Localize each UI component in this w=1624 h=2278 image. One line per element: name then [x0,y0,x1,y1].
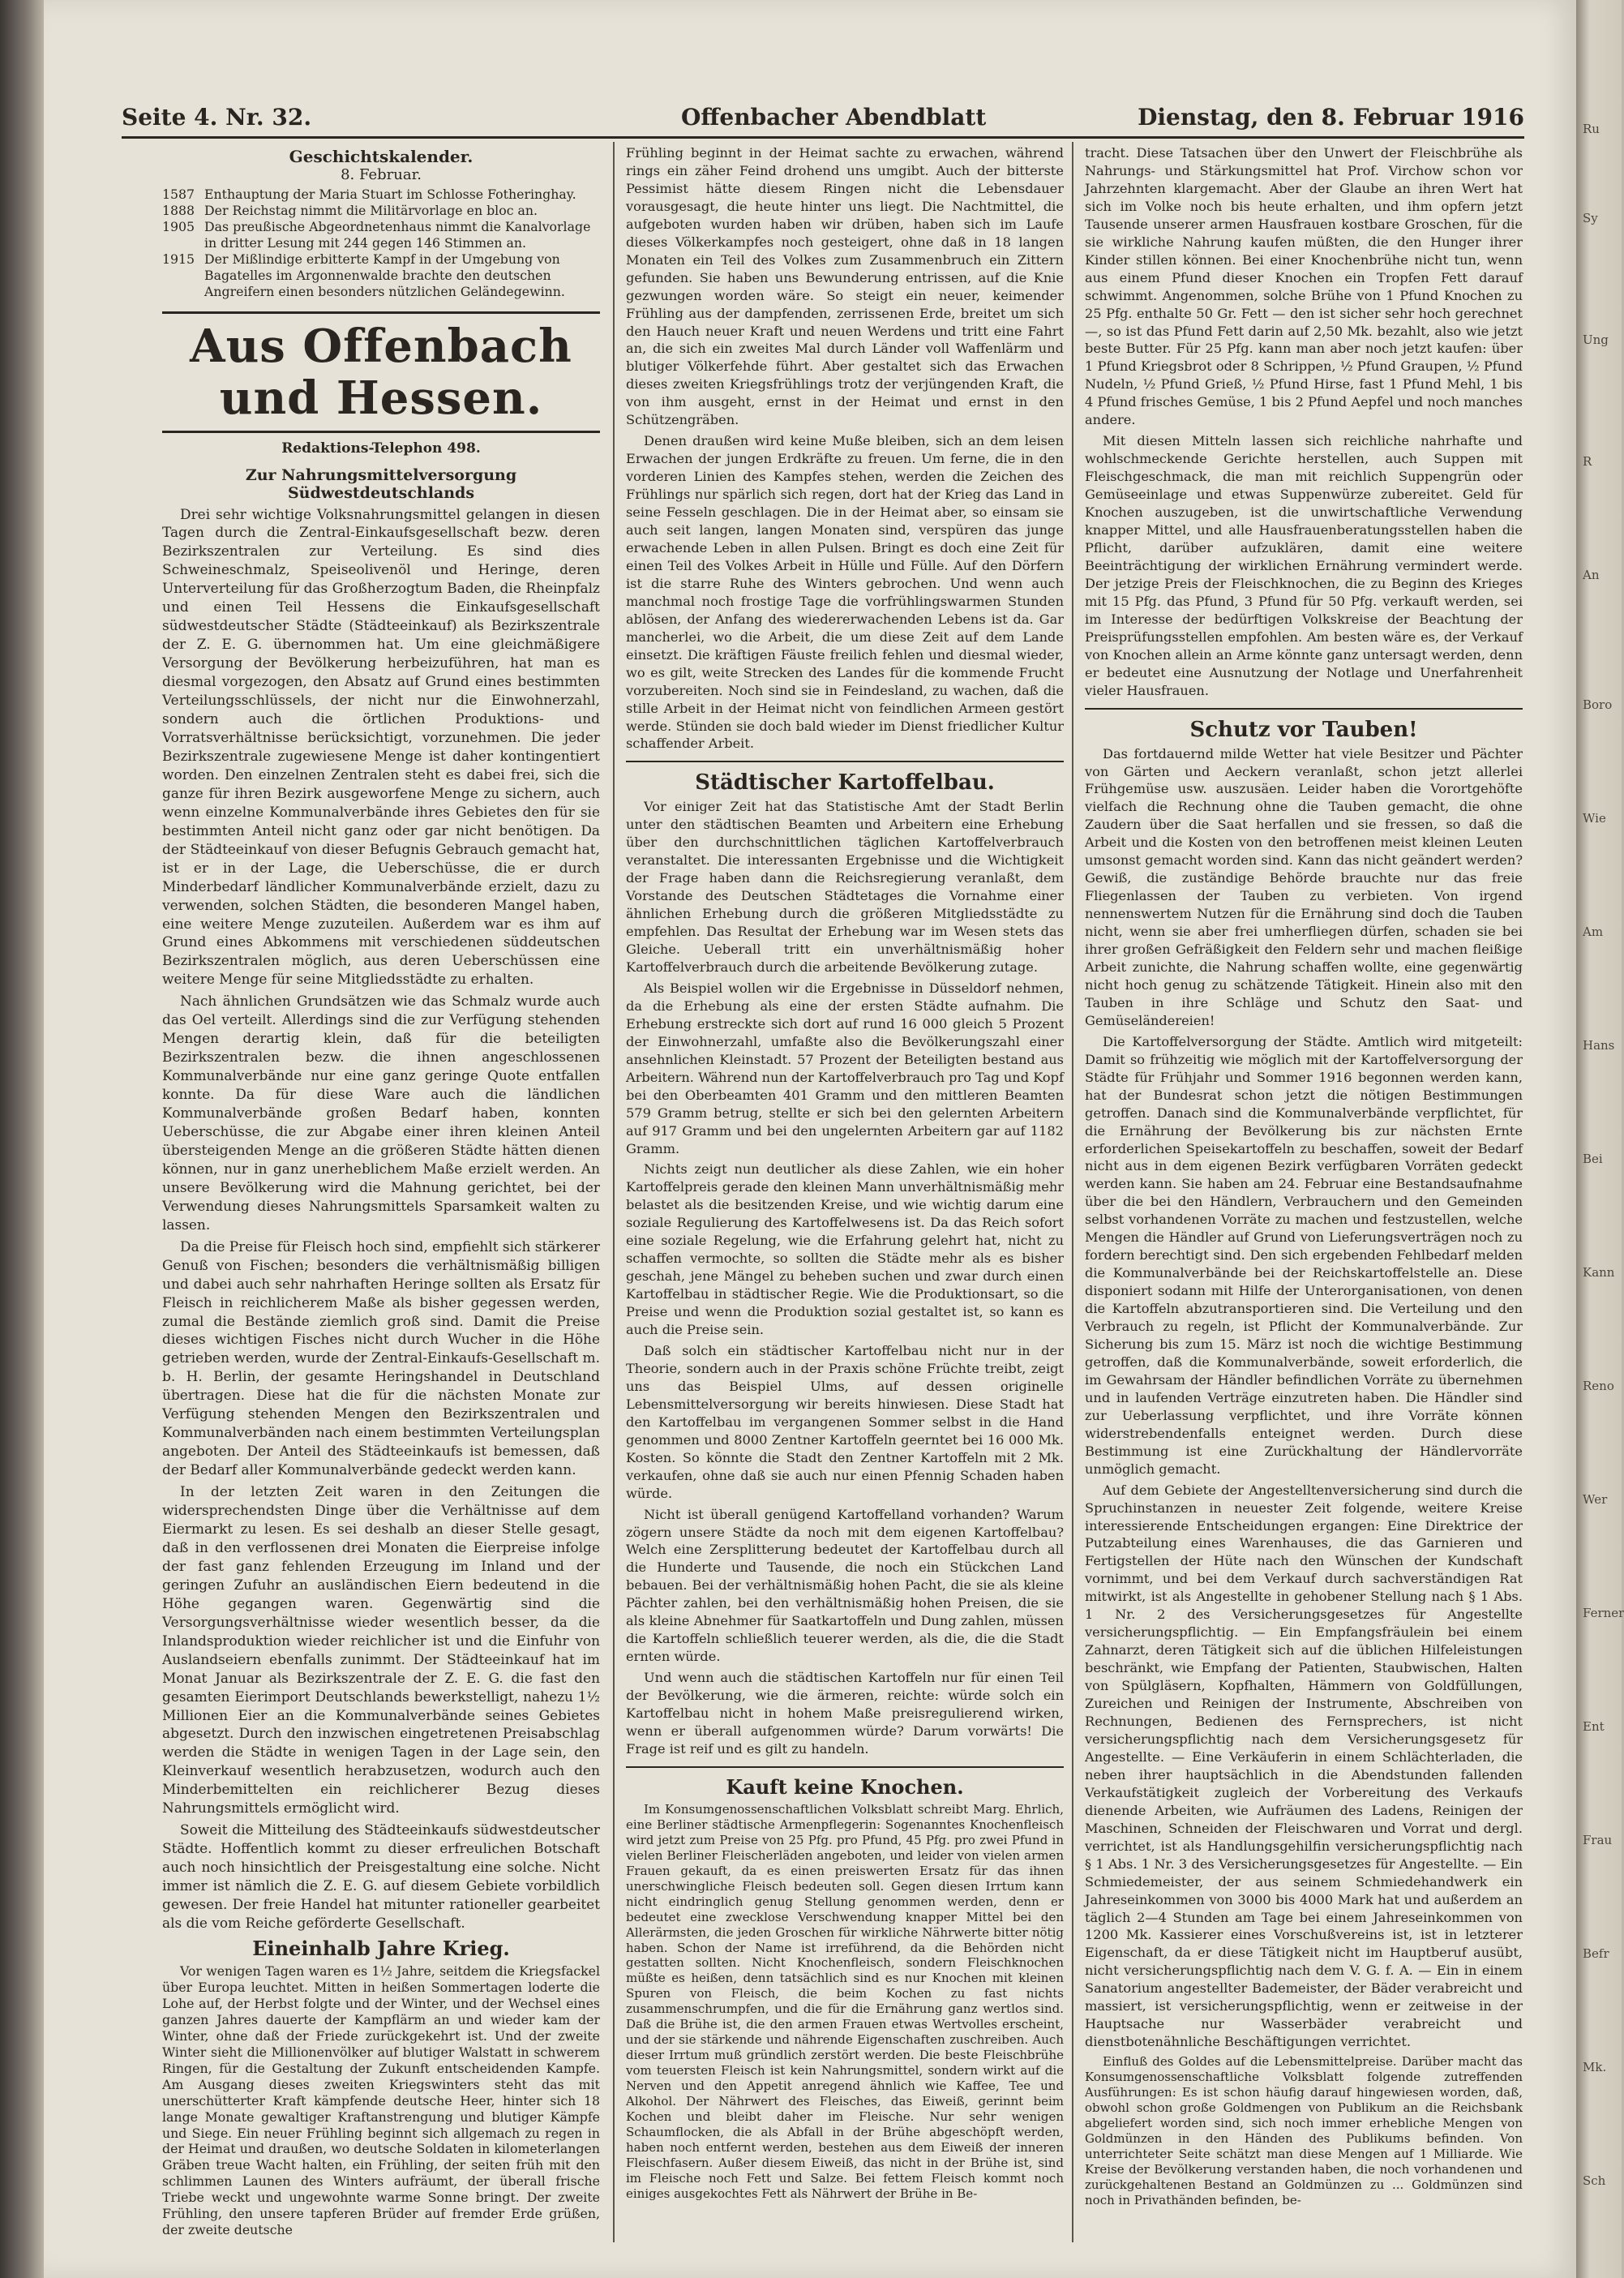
article-paragraph: Nach ähnlichen Grundsätzen wie das Schmalz wurde auch das Oel verteilt. Allerdings sind die zur Verfügung stehenden Mengen derartig klein, daß für die beteiligten Bezirkszentralen bezw. die ihnen angeschlossenen Kommunalverbände nur eine ganz geringe Quote entfallen konnte. Da für diese Ware auch die ländlichen Kommunalverbände großen Bedarf haben, konnten Ueberschüsse, die zur Abgabe einer ihren kleinen Anteil übersteigenden Menge an die größeren Städte hätten dienen können, nur in ganz unerheblichem Maße erzielt werden. An unsere Bevölkerung wird die Mahnung gerichtet, bei der Verwendung dieses Nahrungsmittels Sparsamkeit walten zu lassen. [162,993,600,1233]
calendar-text: Enthauptung der Maria Stuart im Schlosse Fotheringhay. [204,186,576,202]
calendar-text: Der Mißlindige erbitterte Kampf in der Umgebung von Bagatelles im Argonnenwalde brachte den deutschen Angreifern einen besonders nützlichen Geländegewinn. [204,251,565,299]
column-rule-1 [613,142,615,2242]
article-heading: Schutz vor Tauben! [1189,717,1418,742]
column-1 [162,144,600,2242]
article-heading: Zur Nahrungsmittelversorgung Südwestdeutschlands [245,465,517,502]
calendar-entry [162,219,600,251]
article-paragraph: Daß solch ein städtischer Kartoffelbau nicht nur in der Theorie, sondern auch in der Praxis schöne Früchte treibt, zeigt uns das Beispiel Ulms, auf dessen originelle Lebensmittelversorgung wir bereits hinwiesen. Diese Stadt hat den Kartoffelbau im vergangenen Sommer selbst in die Hand genommen und 8000 Zentner Kartoffeln geerntet bei 16 000 Mk. Kosten. So könnte die Stadt den Zentner Kartoffeln mit 2 Mk. verkaufen, ohne daß sie auch nur einen Pfennig Schaden haben würde. [626,1343,1064,1501]
calendar-entry [162,251,600,300]
article-paragraph: Da die Preise für Fleisch hoch sind, empfiehlt sich stärkerer Genuß von Fischen; besonders die verhältnismäßig billigen und dabei auch sehr nahrhaften Heringe sollten als Ersatz für Fleisch in reichlicherem Maße als bisher gegessen werden, zumal die Bestände ziemlich groß sind. Damit die Preise dieses wichtigen Fisches nicht durch Wucher in die Höhe getrieben werden, wurde der Zentral-Einkaufs-Gesellschaft m. b. H. Berlin, der gesamte Heringshandel in Deutschland übertragen. Diese hat die für die nächsten Monate zur Verfügung stehenden Mengen den Bezirkszentralen und Kommunalverbänden nach einem bestimmten Verteilungsplan angeboten. Der Anteil des Städteeinkaufs ist bemessen, daß der Bedarf aller Kommunalverbände gedeckt werden kann. [162,1238,600,1478]
calendar-entry [162,187,600,203]
calendar-year: 1915 [162,251,195,267]
next-page-fragment: Am [1583,924,1604,939]
header-rule [122,136,1524,139]
calendar-year: 1888 [162,202,195,218]
article-paragraph: Einfluß des Goldes auf die Lebensmittelpreise. Darüber macht das Konsumgenossenschaftliche Volksblatt folgende zutreffenden Ausführungen: Es ist schon häufig darauf hingewiesen worden, daß, obwohl schon große Goldmengen von Publikum an die Reichsbank abgeliefert worden sind, sich noch immer erhebliche Mengen von Goldmünzen in den Händen des Publikums befinden. Von unterrichteter Seite schätzt man diese Mengen auf 1 Milliarde. Wie Kreise der Bevölkerung verstanden haben, die noch vorhandenen und zurückgehaltenen Bestand an Goldmünzen zu ... Goldmünzen sind noch in Privathänden befinden, be- [1085,2054,1523,2207]
article-heading: Kauft keine Knochen. [726,1774,964,1799]
article-paragraph: Denen draußen wird keine Muße bleiben, sich an dem leisen Erwachen der jungen Erdkräfte zu freuen. Um ferne, die in den vorderen Linien des Kampfes stehen, werden die Zeichen des Frühlings nur spärlich sich regen, dort hat der Krieg das Land in seine Fesseln geschlagen. Die in der Heimat aber, so einsam sie auch seit langen, langen Monaten sind, verspüren das junge erwachende Leben in allen Pulsen. Bringt es doch eine Zeit für einen Teil des Volkes Arbeit in Hülle und Fülle. Auf den Dörfern ist die starre Ruhe des Winters gebrochen. Und wenn auch manchmal noch frostige Tage die vorfrühlingswarmen Stunden ablösen, der Anfang des wiedererwachenden Lebens ist da. Gar mancherlei, wo die Arbeit, die um diese Zeit auf dem Lande einsetzt. Die kräftigen Fäuste freilich fehlen und diesmal wieder, wo es gilt, weite Strecken des Landes für die kommende Frucht vorzubereiten. Noch sind sie in Feindesland, zu wachen, daß die stille Arbeit in der Heimat nicht von feindlichen Armeen gestört werde. Stünden sie doch bald wieder im Dienst friedlicher Kultur schaffender Arbeit. [626,433,1064,752]
article-paragraph: Als Beispiel wollen wir die Ergebnisse in Düsseldorf nehmen, da die Erhebung als eine der ersten Städte aufnahm. Die Erhebung erstreckte sich dort auf rund 16 000 gleich 5 Prozent der Einwohnerzahl, umfaßte also die Bevölkerungszahl einer ansehnlichen Kleinstadt. 57 Prozent der Beteiligten bestand aus Arbeitern. Während nun der Kartoffelverbrauch pro Tag und Kopf bei den Oberbeamten 401 Gramm und den mittleren Beamten 579 Gramm betrug, stellte er sich bei den gelernten Arbeitern auf 917 Gramm und bei den ungelernten Arbeitern gar auf 1182 Gramm. [626,980,1064,1156]
article-heading: Städtischer Kartoffelbau. [695,770,995,796]
page-header [122,104,1524,133]
calendar-date: 8. Februar. [341,165,422,183]
next-page-fragment: Sy [1583,211,1598,225]
article-paragraph: Soweit die Mitteilung des Städteeinkaufs südwestdeutscher Städte. Hoffentlich kommt zu dieser erfreulichen Botschaft auch noch hinsichtlich der Preisgestaltung eine solche. Nicht immer ist nämlich die Z. E. G. auf diesem Gebiete vorbildlich gewesen. Der freie Handel hat mitunter rationeller gearbeitet als die vom Reiche geförderte Gesellschaft. [162,1821,600,1932]
section-headline: Aus Offenbach und Hessen. [162,311,600,433]
next-page-fragment: Mk. [1583,2060,1607,2074]
header-newspaper-title: Offenbacher Abendblatt [681,104,987,131]
article-paragraph: Vor wenigen Tagen waren es 1½ Jahre, seitdem die Kriegsfackel über Europa leuchtet. Mitten in heißen Sommertagen loderte die Lohe auf, der Herbst folgte und der Winter, und der Wechsel eines ganzen Jahres dauerte der Kampflärm an und wieder kam der Winter, ohne daß der Friede zurückgekehrt ist. Und der zweite Winter sieht die Millionenvölker auf blutiger Walstatt in schwerem Ringen, für die Gestaltung der Zukunft entscheidenden Kampfe. Am Ausgang dieses zweiten Kriegswinters steht das mit unerschütterter Kraft kämpfende deutsche Heer, hinter sich 18 lange Monate gewaltiger Kraftanstrengung und blutiger Kämpfe und Siege. Ein neuer Frühling beginnt sich allgemach zu regen in der Heimat und draußen, wo deutsche Soldaten in kilometerlangen Gräben treue Wacht halten, ein Frühling, der seiten früh mit den schlimmen Launen des Winters aufräumt, der überall frische Triebe weckt und ungewohnte warme Sonne bringt. Der zweite Frühling, den unsere tapferen Brüder auf fremder Erde grüßen, der zweite deutsche [162,1963,600,2238]
article-divider [626,761,1064,762]
calendar-title: Geschichtskalender. [289,147,473,166]
article-paragraph: Drei sehr wichtige Volksnahrungsmittel gelangen in diesen Tagen durch die Zentral-Einkaufsgesellschaft bezw. deren Bezirkszentralen zur Verteilung. Es sind dies Schweineschmalz, Speiseolivenöl und Heringe, deren Unterverteilung für das Großherzogtum Baden, die Rheinpfalz und einen Teil Hessens die Einkaufsgesellschaft südwestdeutscher Städte (Städteeinkauf) als Bezirkszentrale der Z. E. G. übernommen hat. Um eine gleichmäßigere Versorgung der Bevölkerung herbeizuführen, hat man es diesmal vorgezogen, den Absatz auf Grund eines bestimmten Verteilungsschlüssels, der nicht nur die Einwohnerzahl, sondern auch die örtlichen Produktions- und Vorratsverhältnisse berücksichtigt, vorzunehmen. Die jeder Bezirkszentrale zugewiesene Menge ist daher kontingentiert worden. Den einzelnen Zentralen steht es dabei frei, sich die ganze für ihren Bezirk ausgeworfene Menge zu sichern, auch wenn einzelne Kommunalverbände ihres Gebietes den für sie bestimmten Anteil nicht ganz oder gar nicht benötigen. Da der Städteeinkauf von dieser Befugnis Gebrauch gemacht hat, ist er in der Lage, die Ueberschüsse, die er durch Minderbedarf ländlicher Kommunalverbände erzielt, dazu zu verwenden, solchen Städten, die besonderen Mangel haben, eine weitere Menge zuzuteilen. Außerdem war es ihm auf Grund eines Abkommens mit verschiedenen süddeutschen Bezirkszentralen möglich, aus deren Ueberschüssen eine weitere Menge für seine Mitgliedsstädte zu erhalten. [162,505,600,988]
next-page-fragment: Hans [1583,1038,1615,1053]
next-page-fragment: Ferner [1583,1606,1624,1620]
article-paragraph: Und wenn auch die städtischen Kartoffeln nur für einen Teil der Bevölkerung, wie die ärmeren, reichte: würde solch ein Kartoffelbau nicht in hohem Maße preisregulierend wirken, wenn er überall aufgenommen würde? Darum vorwärts! Die Frage ist reif und es gilt zu handeln. [626,1670,1064,1757]
article-paragraph: Frühling beginnt in der Heimat sachte zu erwachen, während rings ein zäher Feind drohend uns umgibt. Auch der bitterste Pessimist hätte diesem Ringen nicht die Lebensdauer vorausgesagt, die heute hinter uns liegt. Die Nachtmittel, die aufgeboten wurden haben wir drüben, haben sich im Laufe dieses Völkerkampfes noch gesteigert, ohne daß in 18 langen Monaten ein Teil des Volkes zum Zusammenbruch ein Zittern gefunden. Sie haben uns Bewunderung entrissen, auf die Knie gezwungen worden wäre. So steigt ein neuer, keimender Frühling aus der dampfenden, zerrissenen Erde, breitet um sich den Hauch neuer Kraft und neuen Werdens und tritt eine Fahrt an, die sich ein zweites Mal durch Länder voll Waffenlärm und blutiger Völkerfehde führt. Aber gestaltet sich das Erwachen dieses zweiten Kriegsfrühlings trotz der verjüngenden Kraft, die von ihm ausgeht, ernst in der Heimat und ernst in den Schützengräben. [626,145,1064,428]
next-page-edge [1576,0,1622,2278]
article-paragraph: Das fortdauernd milde Wetter hat viele Besitzer und Pächter von Gärten und Aeckern veranlaßt, schon jetzt allerlei Frühgemüse usw. auszusäen. Leider haben die Vorortgehöfte vielfach die Rechnung ohne die Tauben gemacht, die ohne Zaudern über die Saat herfallen und sie fressen, so daß die Arbeit und die Kosten von den betroffenen meist kleinen Leuten umsonst gemacht worden sind. Kann das nicht geändert werden? Gewiß, die zuständige Behörde brauchte nur das freie Fliegenlassen der Tauben zu verbieten. Von irgend nennenswertem Nutzen für die Ernährung sind doch die Tauben nicht, wenn sie aber frei umherfliegen dürfen, schaden sie bei ihrer großen Gefräßigkeit den Feldern sehr und machen fleißige Arbeit zunichte, die Nahrung schaffen wollte, eine gegenwärtig nicht hoch genug zu schätzende Tätigkeit. Hinein also mit den Tauben in ihre Schläge und Schutz den Saat- und Gemüseländereien! [1085,745,1523,1028]
next-page-fragment: Ung [1583,332,1609,347]
next-page-fragment: R [1583,454,1592,469]
next-page-fragment: Bei [1583,1152,1603,1166]
next-page-fragment: Ent [1583,1719,1605,1734]
article-divider [626,1766,1064,1768]
next-page-fragment: Wie [1583,811,1606,826]
article-paragraph: Auf dem Gebiete der Angestelltenversicherung sind durch die Spruchinstanzen in neuester Zeit folgende, weitere Kreise interessierende Entscheidungen ergangen: Eine Direktrice der Putzabteilung eines Warenhauses, die das Garnieren und Fertigstellen der Hüte nach den Wünschen der Kundschaft vornimmt, und bei dem Verkauf durch sachverständigen Rat mitwirkt, ist als Angestellte in gehobener Stellung nach § 1 Abs. 1 Nr. 2 des Versicherungsgesetzes für Angestellte versicherungspflichtig. — Ein Empfangsfräulein bei einem Zahnarzt, deren Tätigkeit sich auf die üblichen Hilfeleistungen beschränkt, wie Empfang der Patienten, Staubwischen, Halten von Spülgläsern, Kopfhalten, Hämmern von Goldfüllungen, Zureichen und Reinigen der Instrumente, Abschreiben von Rechnungen, Bedienen des Fernsprechers, ist nicht versicherungspflichtig nach dem Versicherungsgesetz für Angestellte. — Eine Verkäuferin in einem Schlächterladen, die neben ihrer hauptsächlich in die Abendstunden fallenden Verkaufstätigkeit zugleich der Vorbereitung des Verkaufs dienende Arbeiten, wie Aufräumen des Ladens, Reinigen der Maschinen, Schneiden der Fleischwaren und Vorrat und dergl. verrichtet, ist als Handlungsgehilfin versicherungspflichtig nach § 1 Abs. 1 Nr. 3 des Versicherungsgesetzes für Angestellte. — Ein Schmiedemeister, der aus seinem Schmiedehandwerk ein Jahreseinkommen von 3000 bis 4000 Mark hat und außerdem an täglich 2—4 Stunden am Tage bei einem Jahreseinkommen von 1200 Mk. Kassierer eines Vorschußvereins ist, ist in letzterer Eigenschaft, da er diese Tätigkeit nicht im Hauptberuf ausübt, nicht versicherungspflichtig nach dem V. G. f. A. — Ein in einem Sanatorium angestellter Bademeister, der Bäder verabreicht und massiert, ist versicherungspflichtig, wenn er zeitweise in der Hauptsache nur Wasserbäder verabreicht und dienstbotenähnliche Beschäftigungen verrichtet. [1085,1482,1523,2050]
article-paragraph: Mit diesen Mitteln lassen sich reichliche nahrhafte und wohlschmeckende Gerichte herstellen, auch Suppen mit Fleischgeschmack, die man mit reichlich Suppengrün oder Gemüseeinlage und etwas Suppenwürze zubereitet. Geld für Knochen auszugeben, ist die unwirtschaftliche Verwendung knapper Mittel, und alle Hausfrauenberatungsstellen haben die Pflicht, darüber aufzuklären, damit eine weitere Beeinträchtigung der wirklichen Ernährung vermindert werde. Der jetzige Preis der Fleischknochen, die zu Beginn des Krieges mit 15 Pfg. das Pfund, 3 Pfund für 50 Pfg. verkauft werden, sei im Interesse der bedürftigen Volkskreise der Beachtung der Preisprüfungsstellen empfohlen. Am besten wäre es, der Verkauf von Knochen allein an Arme könnte ganz untersagt werden, denn er bedeutet eine Ausnutzung der Notlage und Unerfahrenheit vieler Hausfrauen. [1085,433,1523,698]
article-divider [1085,708,1523,710]
calendar-text: Der Reichstag nimmt die Militärvorlage en bloc an. [204,202,538,218]
article-paragraph: Nicht ist überall genügend Kartoffelland vorhanden? Warum zögern unsere Städte da noch mit dem eigenen Kartoffelbau? Welch eine Zersplitterung bedeutet der Kartoffelbau durch all die Hunderte und Tausende, die noch ein Stückchen Land bebauen. Bei der verhältnismäßig hohen Pacht, die sie als kleine Pächter zahlen, bei den verhältnismäßig hohen Preisen, die sie als kleine Abnehmer für Saatkartoffeln und Dung zahlen, müssen die Kartoffeln schließlich teuerer werden, als die, die die Stadt ernten würde. [626,1506,1064,1665]
next-page-fragment: Boro [1583,697,1613,712]
next-page-fragment: An [1583,568,1600,582]
article-paragraph: In der letzten Zeit waren in den Zeitungen die widersprechendsten Dinge über die Verhältnisse auf dem Eiermarkt zu lesen. Es sei deshalb an dieser Stelle gesagt, daß in den verflossenen drei Monaten die Eierpreise infolge der fast ganz fehlenden Erzeugung im Inland und der geringen Zufuhr an ausländischen Eiern bedeutend in die Höhe gegangen waren. Gegenwärtig sind die Versorgungsverhältnisse wieder wesentlich besser, da die Inlandsproduktion wieder reichlicher ist und die Einfuhr von Auslandseiern ebenfalls zunimmt. Der Städteeinkauf hat im Monat Januar als Bezirkszentrale der Z. E. G. die fast den gesamten Eierimport Deutschlands bewerkstelligt, nahezu 1½ Millionen Eier an die Kommunalverbände seines Gebietes abgesetzt. Durch den inzwischen eingetretenen Preisabschlag werden die Städte in wenigen Tagen in der Lage sein, den Kleinverkauf wesentlich herabzusetzen, wodurch auch den Minderbemittelten ein reichlicherer Bezug dieses Nahrungsmittels ermöglicht wird. [162,1483,600,1817]
book-binding-left [0,0,44,2278]
column-rule-2 [1072,142,1073,2242]
article-paragraph: Im Konsumgenossenschaftlichen Volksblatt schreibt Marg. Ehrlich, eine Berliner städtische Armenpflegerin: Sogenanntes Knochenfleisch wird jetzt zum Preise von 25 Pfg. pro Pfund, 45 Pfg. pro zwei Pfund in vielen Berliner Fleischerläden angeboten, und leider von vielen armen Frauen gekauft, da es einen preiswerten Ersatz für das ihnen unerschwingliche Fleisch bedeuten soll. Gegen diesen Irrtum kann nicht eindringlich genug Stellung genommen werden, denn er bedeutet eine zwecklose Verschwendung knapper Mittel bei den Allerärmsten, die jeden Groschen für wirkliche Nährwerte bitter nötig haben. Schon der Name ist irreführend, da die Behörden nicht gestatten sollten. Nicht Knochenfleisch, sondern Fleischknochen müßte es heißen, denn tatsächlich sind es nur Knochen mit kleinen Spuren von Fleisch, die beim Kochen zu fast nichts zusammenschrumpfen, und die für die Ernährung ganz wertlos sind. Daß die Brühe ist, die den armen Frauen etwas Wertvolles erscheint, und der sie stärkende und nährende Eigenschaften zuschreiben. Auch dieser Irrtum muß gründlich zerstört werden. Die beste Fleischbrühe vom teuersten Fleisch ist kein Nahrungsmittel, sondern wirkt auf die Nerven und den Appetit anregend ähnlich wie Kaffee, Tee und Alkohol. Der Nährwert des Fleisches, das Eiweiß, gerinnt beim Kochen und bleibt daher im Fleische. Nur sehr wenigen Schaumflocken, die als Abfall in der Brühe abgeschöpft werden, haben noch entfernt werden, bestehen aus dem Eiweiß der inneren Fleischfasern. Außer diesem Eiweiß, das nicht in der Brühe ist, sind im Fleische noch Fett und Salze. Bei fettem Fleisch kommt noch einiges ausgekochtes Fett als Nährwert der Brühe in Be- [626,1801,1064,2201]
next-page-fragment: Ru [1583,122,1600,136]
editorial-telephone: Redaktions-Telephon 498. [281,440,481,457]
article-heading: Eineinhalb Jahre Krieg. [252,1936,510,1960]
calendar-year: 1587 [162,186,195,202]
calendar-entry [162,203,600,219]
next-page-fragment: Wer [1583,1492,1608,1507]
next-page-fragment: Befr [1583,1946,1609,1961]
column-3 [1085,144,1523,2212]
article-paragraph: Die Kartoffelversorgung der Städte. Amtlich wird mitgeteilt: Damit so frühzeitig wie möglich mit der Kartoffelversorgung der Städte für Frühjahr und Sommer 1916 begonnen werden kann, hat der Bundesrat schon jetzt die nötigen Bestimmungen getroffen. Danach sind die Kommunalverbände verpflichtet, für die Ernährung der Bevölkerung bis zur nächsten Ernte erforderlichen Speisekartoffeln zu beschaffen, soweit der Bedarf nicht aus in dem eigenen Bezirk verfügbaren Vorräten gedeckt werden kann. Sie haben am 24. Februar eine Bestandsaufnahme über die bei den Händlern, Verbrauchern und den Gemeinden selbst vorhandenen Vorräte zu machen und festzustellen, welche Mengen die Händler auf Grund von Lieferungsverträgen noch zu fordern berechtigt sind. Den sich ergebenden Fehlbedarf melden die Kommunalverbände bei der Reichskartoffelstelle an. Diese disponiert sodann mit Hilfe der Unterorganisationen, von denen die Kartoffeln abzutransportieren sind. Die Verteilung und den Verbrauch zu regeln, ist Pflicht der Kommunalverbände. Zur Sicherung bis zum 15. März ist noch die wichtige Bestimmung getroffen, daß die Kommunalverbände, soweit erforderlich, die im Gewahrsam der Händler befindlichen Vorräte zu übernehmen und in laufenden Verträge einzutreten haben. Die Händler sind zur Ueberlassung verpflichtet, und ihre Vorräte können widerstrebendenfalls enteignet werden. Durch diese Bestimmung ist eine Zurückhaltung der Händlervorräte unmöglich gemacht. [1085,1033,1523,1477]
next-page-fragment: Kann [1583,1265,1615,1280]
next-page-fragment: Frau [1583,1833,1613,1847]
calendar-year: 1905 [162,218,195,234]
article-paragraph: tracht. Diese Tatsachen über den Unwert der Fleischbrühe als Nahrungs- und Stärkungsmittel hat Prof. Virchow schon vor Jahrzehnten klargemacht. Aber der Glaube an ihren Wert hat sich im Volke noch bis heute erhalten, und ihm opfern jetzt Tausende unserer armen Hausfrauen kostbare Groschen, für die sie wirkliche Nahrung kaufen müßten, die den Hunger ihrer Kinder stillen können. Bei einer Knochenbrühe nicht tun, wenn aus einem Pfund dieser Knochen ein Tropfen Fett darauf schwimmt. Angenommen, solche Brühe von 1 Pfund Knochen zu 25 Pfg. enthalte 50 Gr. Fett — den ist sicher sehr hoch gerechnet —, so ist das Pfund Fett darin auf 2,50 Mk. bezahlt, also wie jetzt beste Butter. Für 25 Pfg. kann man aber noch jetzt kaufen: über 1 Pfund Kriegsbrot oder 8 Schrippen, ½ Pfund Graupen, ½ Pfund Nudeln, ½ Pfund Grieß, ½ Pfund Hirse, fast 1 Pfund Mehl, 1 bis 4 Pfund frisches Gemüse, 1 bis 2 Pfund Aepfel und noch manches andere. [1085,145,1523,428]
calendar-text: Das preußische Abgeordnetenhaus nimmt die Kanalvorlage in dritter Lesung mit 244 gegen 146 Stimmen an. [204,218,591,251]
column-2 [626,144,1064,2205]
header-date: Dienstag, den 8. Februar 1916 [1138,104,1524,131]
article-paragraph: Vor einiger Zeit hat das Statistische Amt der Stadt Berlin unter den städtischen Beamten und Arbeitern eine Erhebung über den durchschnittlichen täglichen Kartoffelverbrauch veranstaltet. Die interessanten Ergebnisse und die Wichtigkeit der Frage haben dann die Reichsregierung veranlaßt, dem Vorstande des Deutschen Städtetages die Vornahme einer ähnlichen Erhebung durch die größeren Mitgliedsstädte zu empfehlen. Das Resultat der Erhebung war im Wesen stets das Gleiche. Ueberall tritt ein unverhältnismäßig hoher Kartoffelverbrauch durch die arbeitende Bevölkerung zutage. [626,799,1064,975]
next-page-fragment: Reno [1583,1379,1614,1393]
next-page-fragment: Sch [1583,2173,1606,2188]
article-paragraph: Nichts zeigt nun deutlicher als diese Zahlen, wie ein hoher Kartoffelpreis gerade den kleinen Mann unverhältnismäßig mehr belastet als die besitzenden Kreise, und wie wichtig darum eine soziale Regulierung des Kartoffelwesens ist. Da das Reich sofort eine soziale Regelung, wie die Erfahrung gelehrt hat, nicht zu schaffen vermochte, so sollten die Städte mehr als es bisher geschah, jene Mängel zu beheben suchen und zwar durch einen Kartoffelbau in städtischer Regie. Wie die Produktionsart, so die Preise und wenn die Produktion sozial gestaltet ist, so kann es auch die Preise sein. [626,1161,1064,1338]
header-page-number: Seite 4. Nr. 32. [122,104,312,131]
